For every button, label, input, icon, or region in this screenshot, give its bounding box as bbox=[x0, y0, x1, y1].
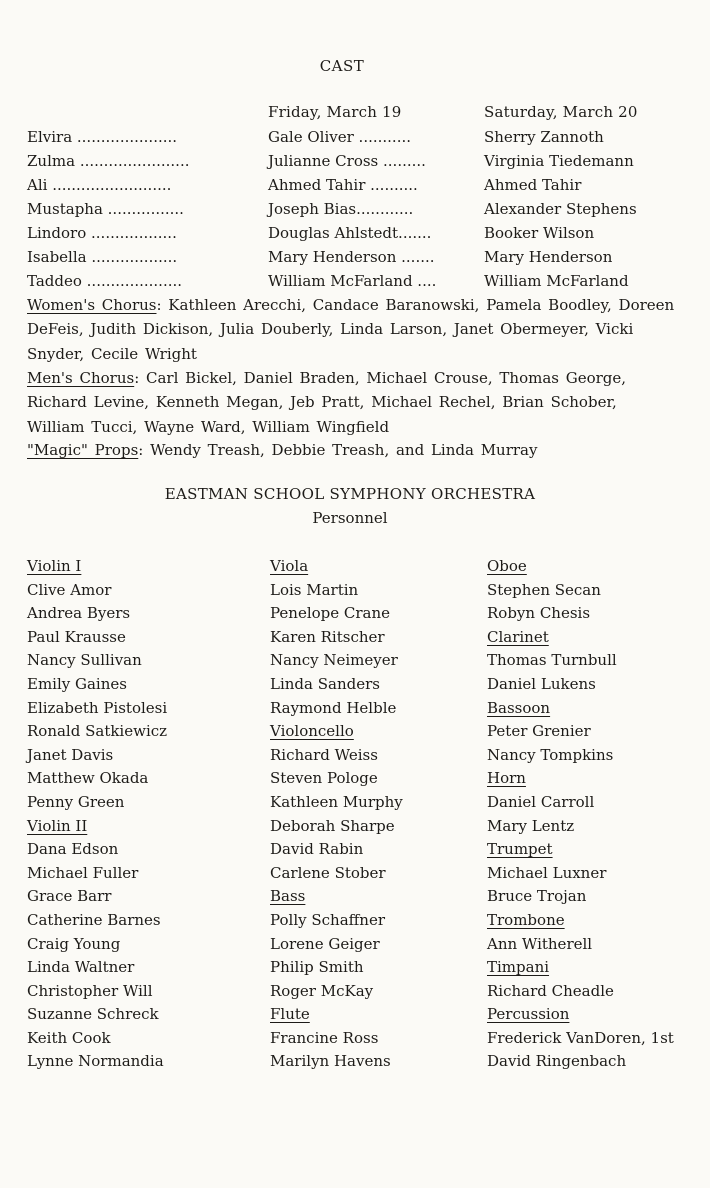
musician-name: Steven Pologe bbox=[270, 769, 378, 788]
musician-name: Stephen Secan bbox=[487, 580, 601, 599]
musician-name: David Rabin bbox=[270, 840, 364, 859]
musician-name: Linda Waltner bbox=[27, 958, 135, 977]
cast-row bbox=[27, 128, 677, 150]
saturday-singer: Mary Henderson bbox=[484, 248, 613, 266]
musician-name: Emily Gaines bbox=[27, 674, 127, 693]
mens-chorus-names: : Carl Bickel, Daniel Braden, Michael Crouse, Thomas George, Richard Levine, Kenneth Megan, Jeb Pratt, Michael Rechel, Brian Schober, William Tucci, Wayne Ward, William Wingfield bbox=[27, 369, 627, 436]
section-heading: Oboe bbox=[487, 557, 527, 575]
musician-name: Lynne Normandia bbox=[27, 1052, 164, 1071]
saturday-singer: William McFarland bbox=[484, 272, 629, 290]
musician-name: Raymond Helble bbox=[270, 698, 397, 717]
musician-name: Richard Cheadle bbox=[487, 981, 614, 1000]
musician-name: Linda Sanders bbox=[270, 674, 380, 693]
musician-name: Nancy Neimeyer bbox=[270, 651, 398, 670]
magic-props bbox=[27, 438, 677, 462]
saturday-singer: Alexander Stephens bbox=[484, 200, 637, 218]
friday-singer: Mary Henderson ....... bbox=[268, 248, 435, 266]
role-name: Ali ......................... bbox=[27, 176, 172, 194]
saturday-singer: Booker Wilson bbox=[484, 224, 595, 242]
section-heading: Bass bbox=[270, 887, 306, 906]
musician-name: Mary Lentz bbox=[487, 816, 575, 835]
cast-row bbox=[27, 248, 677, 270]
musician-name: Daniel Lukens bbox=[487, 674, 596, 693]
musician-name: Kathleen Murphy bbox=[270, 792, 403, 811]
musician-name: Grace Barr bbox=[27, 887, 112, 906]
mens-chorus bbox=[27, 366, 677, 439]
musician-name: Nancy Sullivan bbox=[27, 651, 142, 670]
musician-name: Carlene Stober bbox=[270, 863, 386, 882]
musician-name: Daniel Carroll bbox=[487, 792, 595, 811]
section-heading: Viola bbox=[270, 557, 309, 575]
mens-chorus-label: Men's Chorus bbox=[27, 369, 135, 387]
musician-name: Richard Weiss bbox=[270, 745, 378, 764]
role-name: Isabella .................. bbox=[27, 248, 178, 266]
musician-name: Janet Davis bbox=[27, 745, 114, 764]
orchestra-title: EASTMAN SCHOOL SYMPHONY ORCHESTRA bbox=[164, 485, 536, 503]
musician-name: David Ringenbach bbox=[487, 1052, 627, 1071]
musician-name: Bruce Trojan bbox=[487, 887, 587, 906]
section-heading: Flute bbox=[270, 1005, 310, 1024]
section-heading: Trumpet bbox=[487, 840, 553, 859]
musician-name: Penelope Crane bbox=[270, 604, 391, 623]
friday-singer: Joseph Bias............ bbox=[268, 200, 414, 218]
musician-name: Christopher Will bbox=[27, 981, 153, 1000]
musician-name: Lorene Geiger bbox=[270, 934, 380, 953]
musician-name: Dana Edson bbox=[27, 840, 119, 859]
section-heading: Horn bbox=[487, 769, 526, 788]
role-name: Elvira ..................... bbox=[27, 128, 178, 146]
musician-name: Paul Krausse bbox=[27, 627, 126, 646]
musician-name: Elizabeth Pistolesi bbox=[27, 698, 168, 717]
cast-heading: CAST bbox=[319, 57, 365, 75]
friday-date-header: Friday, March 19 bbox=[268, 103, 402, 121]
musician-name: Marilyn Havens bbox=[270, 1052, 391, 1071]
saturday-singer: Ahmed Tahir bbox=[484, 176, 582, 194]
section-heading: Percussion bbox=[487, 1005, 570, 1024]
section-heading: Trombone bbox=[487, 910, 565, 929]
cast-row bbox=[27, 200, 677, 222]
musician-name: Catherine Barnes bbox=[27, 910, 161, 929]
section-heading: Violin I bbox=[27, 557, 82, 575]
musician-name: Nancy Tompkins bbox=[487, 745, 614, 764]
musician-name: Suzanne Schreck bbox=[27, 1005, 159, 1024]
saturday-date-header: Saturday, March 20 bbox=[484, 103, 638, 121]
musician-name: Francine Ross bbox=[270, 1028, 379, 1047]
section-heading: Timpani bbox=[487, 958, 550, 977]
friday-singer: Gale Oliver ........... bbox=[268, 128, 411, 146]
role-name: Lindoro .................. bbox=[27, 224, 177, 242]
musician-name: Polly Schaffner bbox=[270, 910, 385, 929]
cast-row bbox=[27, 272, 677, 294]
musician-name: Matthew Okada bbox=[27, 769, 149, 788]
section-heading: Violin II bbox=[27, 816, 88, 835]
cast-row bbox=[27, 176, 677, 198]
personnel-column-2 bbox=[270, 555, 403, 1074]
musician-name: Frederick VanDoren, 1st bbox=[487, 1028, 674, 1047]
musician-name: Michael Luxner bbox=[487, 863, 607, 882]
cast-row bbox=[27, 152, 677, 174]
friday-singer: Ahmed Tahir .......... bbox=[268, 176, 418, 194]
musician-name: Keith Cook bbox=[27, 1028, 111, 1047]
role-name: Zulma ....................... bbox=[27, 152, 190, 170]
womens-chorus-label: Women's Chorus bbox=[27, 296, 157, 314]
womens-chorus-names: : Kathleen Arecchi, Candace Baranowski, Pamela Boodley, Doreen DeFeis, Judith Dickison, Julia Douberly, Linda Larson, Janet Obermeyer, Vicki Snyder, Cecile Wright bbox=[27, 296, 675, 363]
magic-props-names: : Wendy Treash, Debbie Treash, and Linda Murray bbox=[138, 441, 538, 459]
musician-name: Penny Green bbox=[27, 792, 125, 811]
musician-name: Deborah Sharpe bbox=[270, 816, 395, 835]
friday-singer: William McFarland .... bbox=[268, 272, 437, 290]
role-name: Taddeo .................... bbox=[27, 272, 183, 290]
friday-singer: Julianne Cross ......... bbox=[268, 152, 426, 170]
personnel-column-3 bbox=[487, 555, 674, 1074]
musician-name: Thomas Turnbull bbox=[487, 651, 617, 670]
womens-chorus bbox=[27, 293, 677, 366]
musician-name: Ann Witherell bbox=[487, 934, 593, 953]
musician-name: Craig Young bbox=[27, 934, 121, 953]
personnel-column-1 bbox=[27, 555, 167, 1074]
musician-name: Philip Smith bbox=[270, 958, 364, 977]
musician-name: Andrea Byers bbox=[27, 604, 131, 623]
friday-singer: Douglas Ahlstedt....... bbox=[268, 224, 432, 242]
musician-name: Ronald Satkiewicz bbox=[27, 722, 168, 741]
musician-name: Robyn Chesis bbox=[487, 604, 591, 623]
musician-name: Roger McKay bbox=[270, 981, 374, 1000]
section-heading: Bassoon bbox=[487, 698, 551, 717]
section-heading: Violoncello bbox=[270, 722, 354, 741]
saturday-singer: Virginia Tiedemann bbox=[484, 152, 634, 170]
saturday-singer: Sherry Zannoth bbox=[484, 128, 604, 146]
orchestra-subtitle: Personnel bbox=[312, 509, 388, 527]
musician-name: Clive Amor bbox=[27, 580, 112, 599]
musician-name: Karen Ritscher bbox=[270, 627, 385, 646]
magic-props-label: "Magic" Props bbox=[27, 441, 139, 459]
musician-name: Michael Fuller bbox=[27, 863, 139, 882]
section-heading: Clarinet bbox=[487, 627, 549, 646]
musician-name: Peter Grenier bbox=[487, 722, 591, 741]
role-name: Mustapha ................ bbox=[27, 200, 184, 218]
musician-name: Lois Martin bbox=[270, 580, 359, 599]
cast-row bbox=[27, 224, 677, 246]
